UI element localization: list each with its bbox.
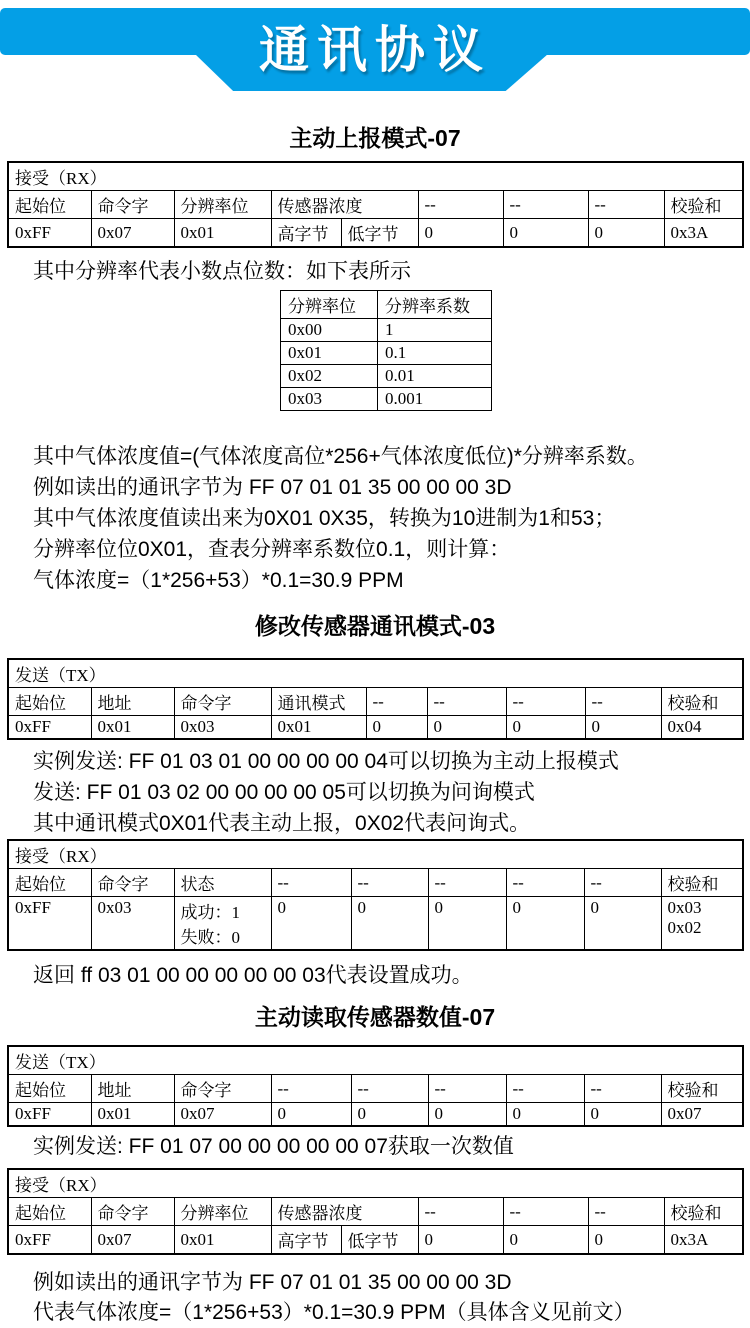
rx-value-table bbox=[7, 1168, 744, 1255]
table-header-row bbox=[281, 291, 492, 319]
banner bbox=[0, 0, 750, 91]
table-cell: 地址 bbox=[91, 1075, 174, 1103]
table-header-row bbox=[8, 1198, 743, 1226]
table-caption-row bbox=[8, 162, 743, 191]
table-cell: 命令字 bbox=[91, 1198, 174, 1226]
table-cell: 分辨率位 bbox=[281, 291, 378, 319]
table-cell: 0x07 bbox=[661, 1103, 743, 1127]
table-cell: 分辨率位 bbox=[174, 191, 271, 219]
page-title: 通讯协议 bbox=[259, 22, 491, 78]
table-cell: 命令字 bbox=[174, 688, 271, 716]
rx-report-table bbox=[7, 161, 744, 248]
table-cell: 状态 bbox=[174, 869, 271, 897]
paragraph-line: 分辨率位位0X01，查表分辨率系数位0.1，则计算： bbox=[33, 538, 511, 561]
table-cell: -- bbox=[584, 869, 661, 897]
table-cell: 命令字 bbox=[91, 869, 174, 897]
table-cell: 高字节 bbox=[271, 1226, 341, 1255]
table-cell: 0x01 bbox=[281, 342, 378, 365]
table-cell: 命令字 bbox=[91, 191, 174, 219]
table-cell: 0 bbox=[418, 219, 503, 248]
table-cell: 地址 bbox=[91, 688, 174, 716]
table-cell: 0 bbox=[366, 716, 427, 740]
paragraph-line: 其中通讯模式0X01代表主动上报，0X02代表问询式。 bbox=[33, 812, 531, 835]
table-cell: 0x03 bbox=[91, 897, 174, 951]
table-cell: -- bbox=[506, 1075, 584, 1103]
table-cell: 0 bbox=[428, 897, 506, 951]
paragraph-line: 例如读出的通讯字节为 FF 07 01 01 35 00 00 00 3D bbox=[33, 1271, 512, 1294]
table-cell: 0 bbox=[271, 897, 351, 951]
table-cell: -- bbox=[584, 1075, 661, 1103]
table-cell: -- bbox=[418, 191, 503, 219]
section3-title: 主动读取传感器数值-07 bbox=[254, 1004, 496, 1030]
table-cell: 0x00 bbox=[281, 319, 378, 342]
table-cell: 0xFF bbox=[8, 716, 91, 740]
table-cell: -- bbox=[271, 869, 351, 897]
table-cell: 起始位 bbox=[8, 869, 91, 897]
table-cell: 0x03 bbox=[174, 716, 271, 740]
table-cell: -- bbox=[351, 869, 428, 897]
table-cell: -- bbox=[588, 191, 664, 219]
table-caption-row bbox=[8, 1046, 743, 1075]
table-cell: 0 bbox=[506, 1103, 584, 1127]
table-cell: 起始位 bbox=[8, 688, 91, 716]
table-caption-row bbox=[8, 1169, 743, 1198]
table-cell: 校验和 bbox=[664, 1198, 743, 1226]
table-cell: 分辨率位 bbox=[174, 1198, 271, 1226]
table-value-row bbox=[8, 897, 743, 951]
table-cell: -- bbox=[418, 1198, 503, 1226]
paragraph-line: 代表气体浓度=（1*256+53）*0.1=30.9 PPM（具体含义见前文） bbox=[33, 1301, 635, 1324]
table-cell: 高字节 bbox=[271, 219, 341, 248]
table-cell: 0x07 bbox=[91, 1226, 174, 1255]
table-cell: 0x01 bbox=[91, 716, 174, 740]
table-cell: 0x3A bbox=[664, 219, 743, 248]
table-cell: 起始位 bbox=[8, 191, 91, 219]
table-cell: 0 bbox=[588, 1226, 664, 1255]
table-caption-row bbox=[8, 840, 743, 869]
table-cell: 0x07 bbox=[174, 1103, 271, 1127]
rx-status-table bbox=[7, 839, 744, 951]
table-cell: 0xFF bbox=[8, 897, 91, 951]
table-value-row bbox=[8, 1226, 743, 1255]
table-cell: 0 bbox=[271, 1103, 351, 1127]
table-cell: -- bbox=[366, 688, 427, 716]
table-cell: 0x01 bbox=[174, 1226, 271, 1255]
table-cell: 0 bbox=[503, 219, 588, 248]
table-cell: -- bbox=[506, 688, 585, 716]
section2-title: 修改传感器通讯模式-03 bbox=[254, 613, 496, 639]
table-cell: 传感器浓度 bbox=[271, 191, 418, 219]
table-cell: 0xFF bbox=[8, 1103, 91, 1127]
table-cell: 0x02 bbox=[281, 365, 378, 388]
table-value-row bbox=[8, 1103, 743, 1127]
table-value-row bbox=[8, 219, 743, 248]
table-cell: 0 bbox=[351, 897, 428, 951]
table-cell: 0 bbox=[427, 716, 506, 740]
table-cell: 0 bbox=[506, 716, 585, 740]
mode-examples bbox=[33, 746, 750, 839]
table-cell: -- bbox=[427, 688, 506, 716]
table-cell: 0xFF bbox=[8, 1226, 91, 1255]
table-cell: 0 bbox=[585, 716, 661, 740]
table-caption-row bbox=[8, 659, 743, 688]
table-row bbox=[281, 388, 492, 411]
tx-mode-table bbox=[7, 658, 744, 740]
status-success: 成功：1 bbox=[180, 903, 240, 922]
table-row bbox=[281, 319, 492, 342]
table-cell: 0 bbox=[418, 1226, 503, 1255]
status-fail: 失败：0 bbox=[180, 928, 240, 947]
table-cell: 0 bbox=[506, 897, 584, 951]
table-cell: 0.01 bbox=[378, 365, 492, 388]
table-cell: 传感器浓度 bbox=[271, 1198, 418, 1226]
table-cell: -- bbox=[428, 869, 506, 897]
table-cell: 起始位 bbox=[8, 1075, 91, 1103]
checksum-line: 0x03 bbox=[667, 898, 702, 917]
table-caption: 接受（RX） bbox=[8, 840, 743, 869]
paragraph-line: 其中气体浓度值=(气体浓度高位*256+气体浓度低位)*分辨率系数。 bbox=[33, 445, 648, 468]
table-cell: -- bbox=[585, 688, 661, 716]
table-cell: 0 bbox=[428, 1103, 506, 1127]
table-cell: 1 bbox=[378, 319, 492, 342]
calc-paragraph bbox=[33, 441, 750, 596]
table-cell: 0 bbox=[584, 897, 661, 951]
table-cell: -- bbox=[588, 1198, 664, 1226]
status-cell bbox=[174, 897, 271, 951]
final-notes bbox=[33, 1268, 750, 1328]
table-cell: 校验和 bbox=[664, 191, 743, 219]
table-caption: 发送（TX） bbox=[8, 659, 743, 688]
table-cell: 校验和 bbox=[661, 869, 743, 897]
table-cell: 0x01 bbox=[91, 1103, 174, 1127]
table-cell: 0x07 bbox=[91, 219, 174, 248]
table-cell: 0xFF bbox=[8, 219, 91, 248]
table-cell: -- bbox=[503, 1198, 588, 1226]
paragraph-line: 气体浓度=（1*256+53）*0.1=30.9 PPM bbox=[33, 569, 404, 592]
table-cell: 0 bbox=[503, 1226, 588, 1255]
table-row bbox=[281, 342, 492, 365]
table-caption: 接受（RX） bbox=[8, 1169, 743, 1198]
table-header-row bbox=[8, 1075, 743, 1103]
resolution-note: 其中分辨率代表小数点位数：如下表所示 bbox=[33, 260, 411, 283]
paragraph-line: 例如读出的通讯字节为 FF 07 01 01 35 00 00 00 3D bbox=[33, 476, 512, 499]
read-example-note: 实例发送: FF 01 07 00 00 00 00 00 07获取一次数值 bbox=[33, 1135, 514, 1158]
paragraph-line: 发送: FF 01 03 02 00 00 00 00 05可以切换为问询模式 bbox=[33, 781, 535, 804]
table-cell: 0 bbox=[588, 219, 664, 248]
table-cell: -- bbox=[506, 869, 584, 897]
table-cell: 校验和 bbox=[661, 688, 743, 716]
table-header-row bbox=[8, 688, 743, 716]
checksum-cell bbox=[661, 897, 743, 951]
checksum-line: 0x02 bbox=[667, 918, 702, 937]
table-cell: -- bbox=[503, 191, 588, 219]
table-cell: 0.001 bbox=[378, 388, 492, 411]
table-cell: 0x01 bbox=[271, 716, 366, 740]
table-cell: 低字节 bbox=[341, 219, 418, 248]
table-row bbox=[281, 365, 492, 388]
table-cell: 分辨率系数 bbox=[378, 291, 492, 319]
table-cell: 起始位 bbox=[8, 1198, 91, 1226]
table-value-row bbox=[8, 716, 743, 740]
table-cell: -- bbox=[428, 1075, 506, 1103]
table-cell: 命令字 bbox=[174, 1075, 271, 1103]
paragraph-line: 其中气体浓度值读出来为0X01 0X35，转换为10进制为1和53； bbox=[33, 507, 616, 530]
paragraph-line: 实例发送: FF 01 03 01 00 00 00 00 04可以切换为主动上报模式 bbox=[33, 750, 619, 773]
table-cell: 0 bbox=[351, 1103, 428, 1127]
table-cell: 0 bbox=[584, 1103, 661, 1127]
table-cell: 通讯模式 bbox=[271, 688, 366, 716]
table-cell: 0.1 bbox=[378, 342, 492, 365]
table-caption: 接受（RX） bbox=[8, 162, 743, 191]
table-cell: 0x01 bbox=[174, 219, 271, 248]
table-cell: 低字节 bbox=[341, 1226, 418, 1255]
table-cell: 校验和 bbox=[661, 1075, 743, 1103]
table-cell: 0x04 bbox=[661, 716, 743, 740]
table-cell: -- bbox=[351, 1075, 428, 1103]
table-caption: 发送（TX） bbox=[8, 1046, 743, 1075]
table-cell: 0x03 bbox=[281, 388, 378, 411]
resolution-table bbox=[280, 290, 492, 411]
table-header-row bbox=[8, 869, 743, 897]
section1-title: 主动上报模式-07 bbox=[289, 125, 461, 151]
table-cell: -- bbox=[271, 1075, 351, 1103]
table-header-row bbox=[8, 191, 743, 219]
tx-read-table bbox=[7, 1045, 744, 1127]
table-cell: 0x3A bbox=[664, 1226, 743, 1255]
return-note: 返回 ff 03 01 00 00 00 00 00 03代表设置成功。 bbox=[33, 964, 473, 987]
